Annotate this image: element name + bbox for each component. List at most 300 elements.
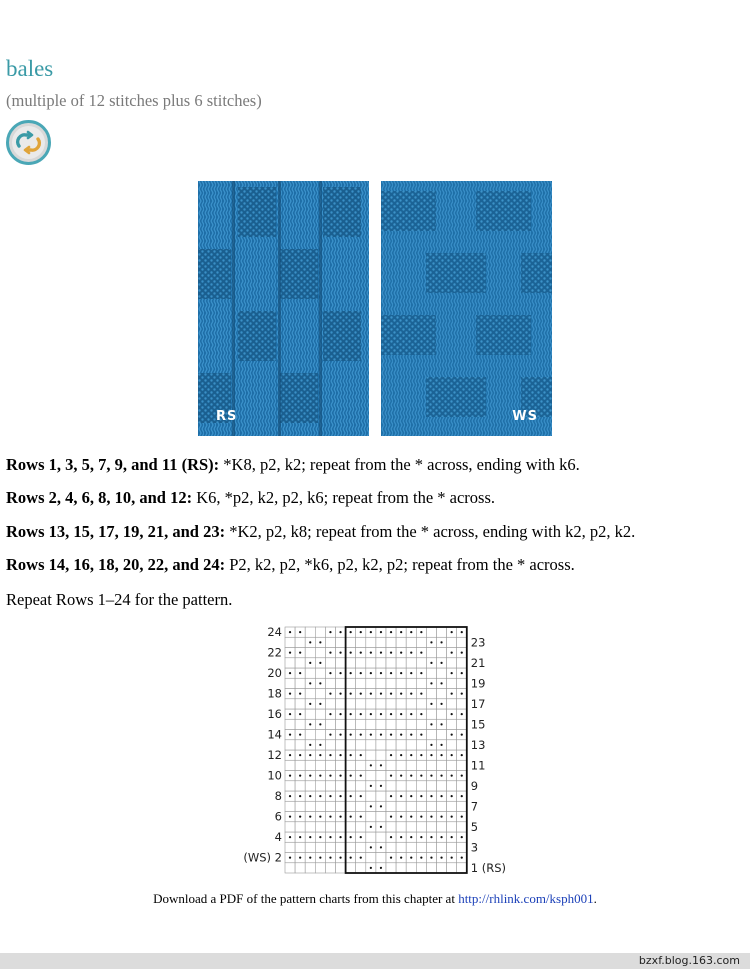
purl-dot bbox=[440, 744, 442, 746]
chart-cell bbox=[336, 740, 346, 750]
purl-dot bbox=[350, 693, 352, 695]
purl-dot bbox=[380, 652, 382, 654]
purl-dot bbox=[380, 631, 382, 633]
purl-dot bbox=[339, 672, 341, 674]
chart-cell bbox=[457, 658, 467, 668]
chart-row-label-left: (WS) 2 bbox=[243, 850, 282, 865]
chart-cell bbox=[447, 822, 457, 832]
purl-dot bbox=[420, 693, 422, 695]
chart-cell bbox=[457, 678, 467, 688]
purl-dot bbox=[430, 723, 432, 725]
chart-cell bbox=[457, 719, 467, 729]
purl-dot bbox=[339, 857, 341, 859]
chart-row-label-left: 12 bbox=[267, 748, 282, 763]
chart-row-label-right: 11 bbox=[470, 758, 486, 773]
purl-dot bbox=[289, 775, 291, 777]
chart-cell bbox=[285, 658, 295, 668]
chart-cell bbox=[457, 760, 467, 770]
chart-cell bbox=[406, 801, 416, 811]
purl-dot bbox=[350, 713, 352, 715]
purl-dot bbox=[420, 713, 422, 715]
chart-cell bbox=[325, 760, 335, 770]
chart-cell bbox=[325, 658, 335, 668]
purl-dot bbox=[380, 764, 382, 766]
purl-dot bbox=[380, 672, 382, 674]
purl-dot bbox=[309, 795, 311, 797]
purl-dot bbox=[339, 754, 341, 756]
chart-cell bbox=[315, 760, 325, 770]
chart-cell bbox=[325, 801, 335, 811]
chart-cell bbox=[315, 689, 325, 699]
chart-cell bbox=[366, 719, 376, 729]
chart-cell bbox=[457, 740, 467, 750]
purl-dot bbox=[410, 652, 412, 654]
purl-dot bbox=[329, 672, 331, 674]
chart-cell bbox=[386, 740, 396, 750]
purl-dot bbox=[461, 734, 463, 736]
purl-dot bbox=[400, 672, 402, 674]
chart-cell bbox=[356, 740, 366, 750]
chart-cell bbox=[437, 822, 447, 832]
purl-dot bbox=[350, 734, 352, 736]
chart-cell bbox=[356, 801, 366, 811]
chart-cell bbox=[366, 740, 376, 750]
watermark: bzxf.blog.163.com bbox=[638, 954, 740, 967]
chart-cell bbox=[437, 648, 447, 658]
purl-dot bbox=[329, 795, 331, 797]
purl-dot bbox=[410, 631, 412, 633]
chart-row-label-right: 5 bbox=[470, 819, 479, 834]
purl-dot bbox=[400, 631, 402, 633]
chart-cell bbox=[336, 719, 346, 729]
purl-dot bbox=[289, 836, 291, 838]
chart-cell bbox=[396, 699, 406, 709]
chart-cell bbox=[396, 637, 406, 647]
purl-dot bbox=[461, 672, 463, 674]
purl-dot bbox=[390, 734, 392, 736]
chart-cell bbox=[315, 709, 325, 719]
purl-dot bbox=[309, 703, 311, 705]
purl-dot bbox=[309, 857, 311, 859]
chart-row-label-left: 6 bbox=[274, 809, 282, 824]
chart-cell bbox=[325, 699, 335, 709]
chart-cell bbox=[305, 863, 315, 873]
purl-dot bbox=[289, 754, 291, 756]
chart-cell bbox=[376, 750, 386, 760]
purl-dot bbox=[339, 816, 341, 818]
purl-dot bbox=[390, 693, 392, 695]
chart-cell bbox=[447, 781, 457, 791]
purl-dot bbox=[390, 754, 392, 756]
chart-cell bbox=[406, 637, 416, 647]
purl-dot bbox=[309, 816, 311, 818]
purl-dot bbox=[360, 652, 362, 654]
chart-cell bbox=[386, 760, 396, 770]
chart-cell bbox=[447, 637, 457, 647]
chart-cell bbox=[366, 678, 376, 688]
chart-cell bbox=[336, 801, 346, 811]
chart-cell bbox=[376, 832, 386, 842]
chart-cell bbox=[366, 637, 376, 647]
purl-dot bbox=[400, 775, 402, 777]
chart-cell bbox=[315, 730, 325, 740]
purl-dot bbox=[339, 734, 341, 736]
chart-cell bbox=[406, 863, 416, 873]
purl-dot bbox=[461, 836, 463, 838]
chart-cell bbox=[305, 730, 315, 740]
instruction-text: P2, k2, p2, *k6, p2, k2, p2; repeat from the * across. bbox=[225, 555, 575, 574]
chart-cell bbox=[366, 658, 376, 668]
chart-cell bbox=[426, 668, 436, 678]
chart-cell bbox=[426, 689, 436, 699]
chart-cell bbox=[315, 822, 325, 832]
chart-cell bbox=[396, 801, 406, 811]
purl-dot bbox=[390, 795, 392, 797]
chart-row-label-right: 19 bbox=[470, 676, 486, 691]
purl-dot bbox=[440, 836, 442, 838]
purl-dot bbox=[299, 652, 301, 654]
chart-row-label-left: 22 bbox=[267, 645, 282, 660]
purl-dot bbox=[319, 641, 321, 643]
purl-dot bbox=[451, 734, 453, 736]
purl-dot bbox=[410, 836, 412, 838]
purl-dot bbox=[430, 795, 432, 797]
purl-dot bbox=[319, 754, 321, 756]
chart-cell bbox=[386, 719, 396, 729]
chart-cell bbox=[406, 781, 416, 791]
purl-dot bbox=[400, 816, 402, 818]
chart-row-label-right: 23 bbox=[470, 635, 486, 650]
chart-cell bbox=[416, 699, 426, 709]
purl-dot bbox=[410, 734, 412, 736]
purl-dot bbox=[430, 744, 432, 746]
purl-dot bbox=[420, 795, 422, 797]
chart-cell bbox=[295, 637, 305, 647]
chart-row-label-right: 3 bbox=[470, 840, 479, 855]
chart-cell bbox=[366, 791, 376, 801]
chart-row-label-right: 17 bbox=[470, 696, 486, 711]
chart-cell bbox=[457, 781, 467, 791]
purl-dot bbox=[309, 744, 311, 746]
purl-dot bbox=[299, 693, 301, 695]
stitch-chart bbox=[238, 622, 510, 878]
chart-cell bbox=[386, 863, 396, 873]
chart-cell bbox=[305, 781, 315, 791]
chart-cell bbox=[325, 863, 335, 873]
chart-cell bbox=[447, 863, 457, 873]
purl-dot bbox=[420, 734, 422, 736]
chart-cell bbox=[325, 740, 335, 750]
chart-cell bbox=[437, 760, 447, 770]
chart-cell bbox=[356, 781, 366, 791]
chart-row-label-right: 21 bbox=[470, 655, 486, 670]
purl-dot bbox=[319, 682, 321, 684]
chart-cell bbox=[437, 842, 447, 852]
chart-cell bbox=[457, 863, 467, 873]
chart-cell bbox=[426, 760, 436, 770]
chart-cell bbox=[325, 842, 335, 852]
purl-dot bbox=[410, 693, 412, 695]
purl-dot bbox=[390, 836, 392, 838]
chart-cell bbox=[295, 863, 305, 873]
purl-dot bbox=[451, 857, 453, 859]
instruction-label: Rows 14, 16, 18, 20, 22, and 24: bbox=[6, 555, 226, 574]
purl-dot bbox=[370, 846, 372, 848]
chart-cell bbox=[376, 658, 386, 668]
purl-dot bbox=[289, 631, 291, 633]
purl-dot bbox=[370, 764, 372, 766]
chart-cell bbox=[305, 760, 315, 770]
chart-cell bbox=[437, 668, 447, 678]
purl-dot bbox=[370, 785, 372, 787]
chart-cell bbox=[416, 719, 426, 729]
purl-dot bbox=[360, 734, 362, 736]
purl-dot bbox=[350, 836, 352, 838]
chart-cell bbox=[447, 740, 457, 750]
chart-cell bbox=[426, 863, 436, 873]
chart-cell bbox=[285, 740, 295, 750]
purl-dot bbox=[420, 857, 422, 859]
chart-cell bbox=[416, 801, 426, 811]
chart-cell bbox=[396, 719, 406, 729]
chart-cell bbox=[437, 730, 447, 740]
chart-cell bbox=[386, 658, 396, 668]
purl-dot bbox=[451, 795, 453, 797]
chart-cell bbox=[346, 637, 356, 647]
chart-cell bbox=[325, 678, 335, 688]
purl-dot bbox=[461, 652, 463, 654]
purl-dot bbox=[289, 652, 291, 654]
purl-dot bbox=[289, 672, 291, 674]
chart-cell bbox=[457, 637, 467, 647]
chart-cell bbox=[356, 637, 366, 647]
chart-cell bbox=[305, 648, 315, 658]
purl-dot bbox=[430, 662, 432, 664]
chart-cell bbox=[416, 842, 426, 852]
purl-dot bbox=[451, 652, 453, 654]
chart-cell bbox=[295, 699, 305, 709]
chart-cell bbox=[406, 842, 416, 852]
purl-dot bbox=[380, 734, 382, 736]
ws-swatch-photo bbox=[381, 181, 552, 436]
purl-dot bbox=[410, 713, 412, 715]
purl-dot bbox=[451, 631, 453, 633]
chart-cell bbox=[346, 842, 356, 852]
purl-dot bbox=[410, 857, 412, 859]
chart-cell bbox=[447, 699, 457, 709]
purl-dot bbox=[440, 703, 442, 705]
chart-cell bbox=[325, 719, 335, 729]
purl-dot bbox=[289, 857, 291, 859]
purl-dot bbox=[390, 816, 392, 818]
chart-cell bbox=[285, 842, 295, 852]
chart-cell bbox=[396, 781, 406, 791]
chart-cell bbox=[457, 842, 467, 852]
purl-dot bbox=[339, 693, 341, 695]
purl-dot bbox=[400, 795, 402, 797]
chart-cell bbox=[437, 863, 447, 873]
purl-dot bbox=[461, 693, 463, 695]
chart-row-label-left: 4 bbox=[274, 830, 282, 845]
chart-cell bbox=[325, 637, 335, 647]
purl-dot bbox=[440, 754, 442, 756]
chart-cell bbox=[386, 781, 396, 791]
instruction-label: Rows 1, 3, 5, 7, 9, and 11 (RS): bbox=[6, 455, 220, 474]
purl-dot bbox=[299, 857, 301, 859]
chart-cell bbox=[366, 750, 376, 760]
chart-cell bbox=[396, 822, 406, 832]
chart-cell bbox=[386, 801, 396, 811]
chart-grid bbox=[285, 627, 467, 873]
purl-dot bbox=[430, 682, 432, 684]
purl-dot bbox=[299, 754, 301, 756]
purl-dot bbox=[390, 652, 392, 654]
ws-label: WS bbox=[512, 409, 538, 424]
instruction-text: K6, *p2, k2, p2, k6; repeat from the * across. bbox=[192, 488, 495, 507]
chart-cell bbox=[346, 699, 356, 709]
chart-cell bbox=[447, 678, 457, 688]
purl-dot bbox=[329, 652, 331, 654]
purl-dot bbox=[430, 641, 432, 643]
chart-cell bbox=[295, 678, 305, 688]
chart-cell bbox=[305, 801, 315, 811]
instruction-row-3 bbox=[6, 522, 635, 542]
purl-dot bbox=[339, 631, 341, 633]
purl-dot bbox=[440, 795, 442, 797]
chart-cell bbox=[437, 627, 447, 637]
purl-dot bbox=[390, 775, 392, 777]
chart-cell bbox=[396, 842, 406, 852]
purl-dot bbox=[440, 682, 442, 684]
purl-dot bbox=[461, 713, 463, 715]
purl-dot bbox=[309, 754, 311, 756]
chart-cell bbox=[426, 627, 436, 637]
chart-cell bbox=[295, 658, 305, 668]
chart-row-label-right: 15 bbox=[470, 717, 486, 732]
purl-dot bbox=[299, 775, 301, 777]
chart-cell bbox=[285, 699, 295, 709]
chart-cell bbox=[366, 812, 376, 822]
purl-dot bbox=[360, 631, 362, 633]
purl-dot bbox=[289, 713, 291, 715]
purl-dot bbox=[390, 631, 392, 633]
chart-cell bbox=[346, 740, 356, 750]
chart-cell bbox=[315, 801, 325, 811]
chart-cell bbox=[325, 822, 335, 832]
purl-dot bbox=[461, 795, 463, 797]
purl-dot bbox=[410, 775, 412, 777]
purl-dot bbox=[390, 857, 392, 859]
purl-dot bbox=[451, 693, 453, 695]
purl-dot bbox=[461, 816, 463, 818]
chart-cell bbox=[315, 863, 325, 873]
chart-cell bbox=[426, 730, 436, 740]
chart-cell bbox=[336, 781, 346, 791]
purl-dot bbox=[360, 816, 362, 818]
purl-dot bbox=[339, 836, 341, 838]
purl-dot bbox=[380, 846, 382, 848]
download-caption bbox=[0, 891, 750, 907]
chart-cell bbox=[285, 678, 295, 688]
instruction-label: Rows 13, 15, 17, 19, 21, and 23: bbox=[6, 522, 226, 541]
purl-dot bbox=[410, 795, 412, 797]
chart-cell bbox=[346, 678, 356, 688]
chart-cell bbox=[376, 812, 386, 822]
rs-label: RS bbox=[216, 409, 238, 424]
purl-dot bbox=[420, 631, 422, 633]
purl-dot bbox=[400, 836, 402, 838]
purl-dot bbox=[380, 693, 382, 695]
chart-cell bbox=[346, 863, 356, 873]
instruction-text: *K2, p2, k8; repeat from the * across, ending with k2, p2, k2. bbox=[225, 522, 636, 541]
chart-cell bbox=[285, 863, 295, 873]
purl-dot bbox=[400, 713, 402, 715]
chart-cell bbox=[416, 637, 426, 647]
purl-dot bbox=[400, 857, 402, 859]
chart-cell bbox=[336, 863, 346, 873]
chart-cell bbox=[325, 781, 335, 791]
purl-dot bbox=[461, 857, 463, 859]
purl-dot bbox=[370, 805, 372, 807]
chart-cell bbox=[396, 678, 406, 688]
chart-cell bbox=[336, 658, 346, 668]
purl-dot bbox=[309, 836, 311, 838]
chart-cell bbox=[356, 822, 366, 832]
chart-cell bbox=[437, 709, 447, 719]
purl-dot bbox=[350, 816, 352, 818]
purl-dot bbox=[360, 795, 362, 797]
chart-cell bbox=[295, 842, 305, 852]
chart-cell bbox=[426, 648, 436, 658]
chart-cell bbox=[386, 842, 396, 852]
chart-cell bbox=[416, 740, 426, 750]
purl-dot bbox=[440, 816, 442, 818]
purl-dot bbox=[451, 754, 453, 756]
link-icon[interactable] bbox=[6, 120, 51, 165]
chart-cell bbox=[285, 822, 295, 832]
chart-cell bbox=[356, 699, 366, 709]
purl-dot bbox=[400, 754, 402, 756]
purl-dot bbox=[329, 713, 331, 715]
purl-dot bbox=[319, 775, 321, 777]
instruction-label: Rows 2, 4, 6, 8, 10, and 12: bbox=[6, 488, 193, 507]
purl-dot bbox=[350, 775, 352, 777]
chart-cell bbox=[437, 689, 447, 699]
chart-cell bbox=[295, 760, 305, 770]
purl-dot bbox=[360, 754, 362, 756]
purl-dot bbox=[350, 754, 352, 756]
purl-dot bbox=[360, 775, 362, 777]
chart-cell bbox=[376, 637, 386, 647]
chart-cell bbox=[285, 781, 295, 791]
chart-cell bbox=[376, 771, 386, 781]
chart-cell bbox=[447, 658, 457, 668]
purl-dot bbox=[430, 775, 432, 777]
caption-end: . bbox=[593, 891, 597, 906]
instruction-row-4 bbox=[6, 555, 575, 575]
chart-cell bbox=[356, 658, 366, 668]
purl-dot bbox=[319, 816, 321, 818]
purl-dot bbox=[451, 836, 453, 838]
chart-cell bbox=[406, 678, 416, 688]
chart-cell bbox=[366, 771, 376, 781]
chart-cell bbox=[285, 801, 295, 811]
purl-dot bbox=[309, 723, 311, 725]
chart-pdf-link[interactable]: http://rhlink.com/ksph001 bbox=[458, 891, 594, 906]
chart-cell bbox=[396, 740, 406, 750]
purl-dot bbox=[329, 693, 331, 695]
purl-dot bbox=[430, 703, 432, 705]
